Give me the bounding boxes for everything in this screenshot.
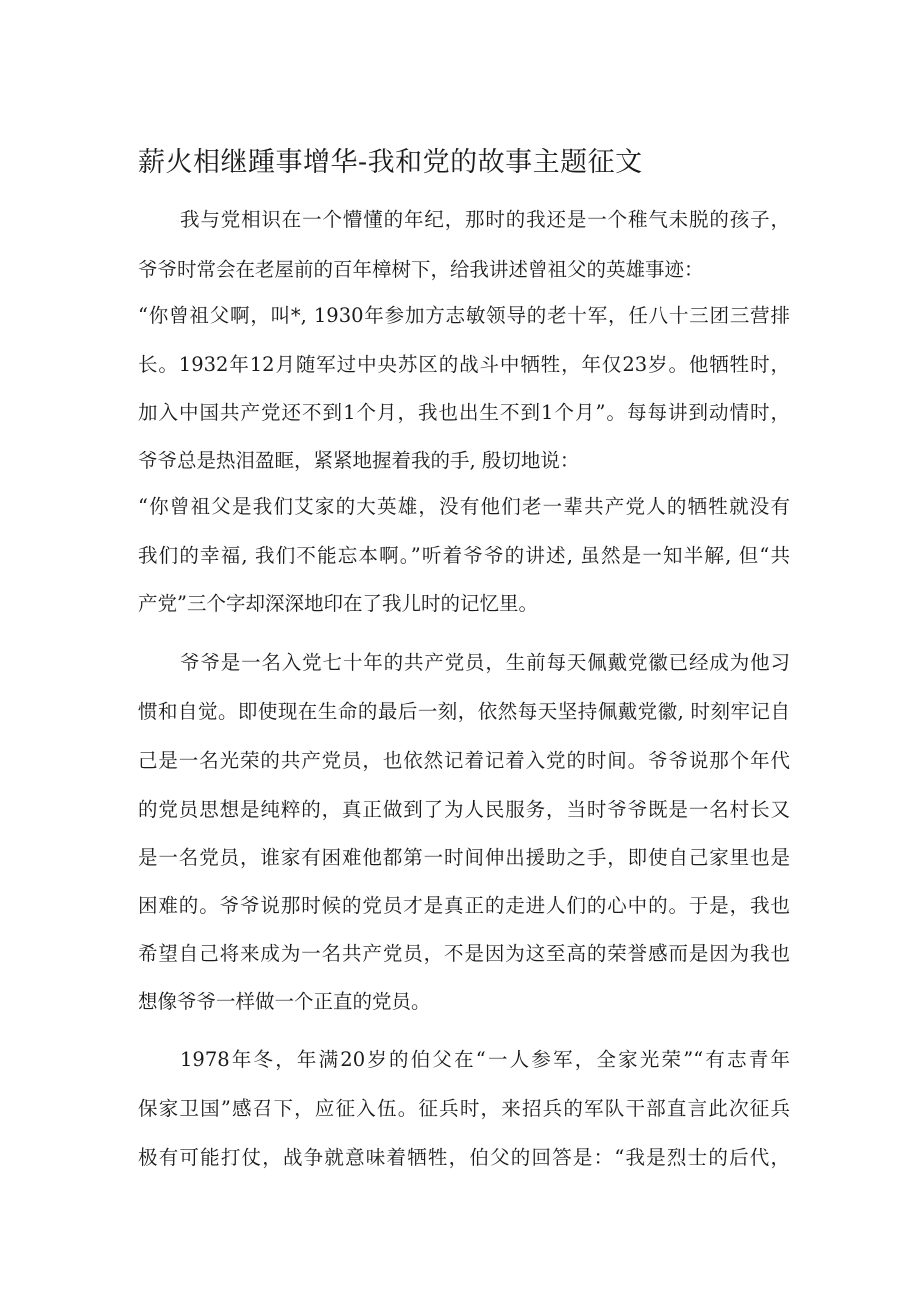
paragraph-line: 的党员思想是纯粹的，真正做到了为人民服务，当时爷爷既是一名村长又 (138, 798, 790, 821)
paragraph-line: 我们的幸福, 我们不能忘本啊。”听着爷爷的讲述, 虽然是一知半解, 但“共 (138, 544, 790, 567)
paragraph-line: 困难的。爷爷说那时候的党员才是真正的走进人们的心中的。于是，我也 (138, 894, 790, 917)
paragraph-line: 极有可能打仗，战争就意味着牺牲，伯父的回答是：“我是烈士的后代， (138, 1146, 790, 1169)
paragraph-line: 希望自己将来成为一名共产党员，不是因为这至高的荣誉感而是因为我也 (138, 942, 790, 965)
paragraph-line: 保家卫国”感召下，应征入伍。征兵时，来招兵的军队干部直言此次征兵 (138, 1097, 790, 1120)
paragraph-line: 我与党相识在一个懵懂的年纪，那时的我还是一个稚气未脱的孩子， (180, 208, 790, 231)
paragraph-line: 爷爷总是热泪盈眶，紧紧地握着我的手, 殷切地说： (138, 449, 580, 472)
paragraph-line: 1978年冬，年满20岁的伯父在“一人参军，全家光荣”“有志青年 (180, 1048, 790, 1071)
paragraph-line: “你曾祖父是我们艾家的大英雄，没有他们老一辈共产党人的牺牲就没有 (138, 495, 790, 518)
paragraph-line: 长。1932年12月随军过中央苏区的战斗中牺牲，年仅23岁。他牺牲时， (138, 353, 790, 376)
paragraph-line: 是一名党员，谁家有困难他都第一时间伸出援助之手，即使自己家里也是 (138, 846, 790, 869)
paragraph-line: 爷爷时常会在老屋前的百年樟树下，给我讲述曾祖父的英雄事迹： (138, 258, 704, 281)
paragraph-line: 惯和自觉。即使现在生命的最后一刻，依然每天坚持佩戴党徽, 时刻牢记自 (138, 700, 790, 723)
paragraph-line: 爷爷是一名入党七十年的共产党员，生前每天佩戴党徽已经成为他习 (180, 651, 790, 674)
paragraph-line: 产党”三个字却深深地印在了我儿时的记忆里。 (138, 592, 538, 615)
paragraph-line: “你曾祖父啊，叫*, 1930年参加方志敏领导的老十军，任八十三团三营排 (138, 304, 790, 327)
paragraph-line: 己是一名光荣的共产党员，也依然记着记着入党的时间。爷爷说那个年代 (138, 749, 790, 772)
document-title: 薪火相继踵事增华-我和党的故事主题征文 (138, 147, 643, 178)
paragraph-line: 加入中国共产党还不到1个月，我也出生不到1个月”。每每讲到动情时， (138, 401, 790, 424)
paragraph-line: 想像爷爷一样做一个正直的党员。 (138, 990, 431, 1013)
